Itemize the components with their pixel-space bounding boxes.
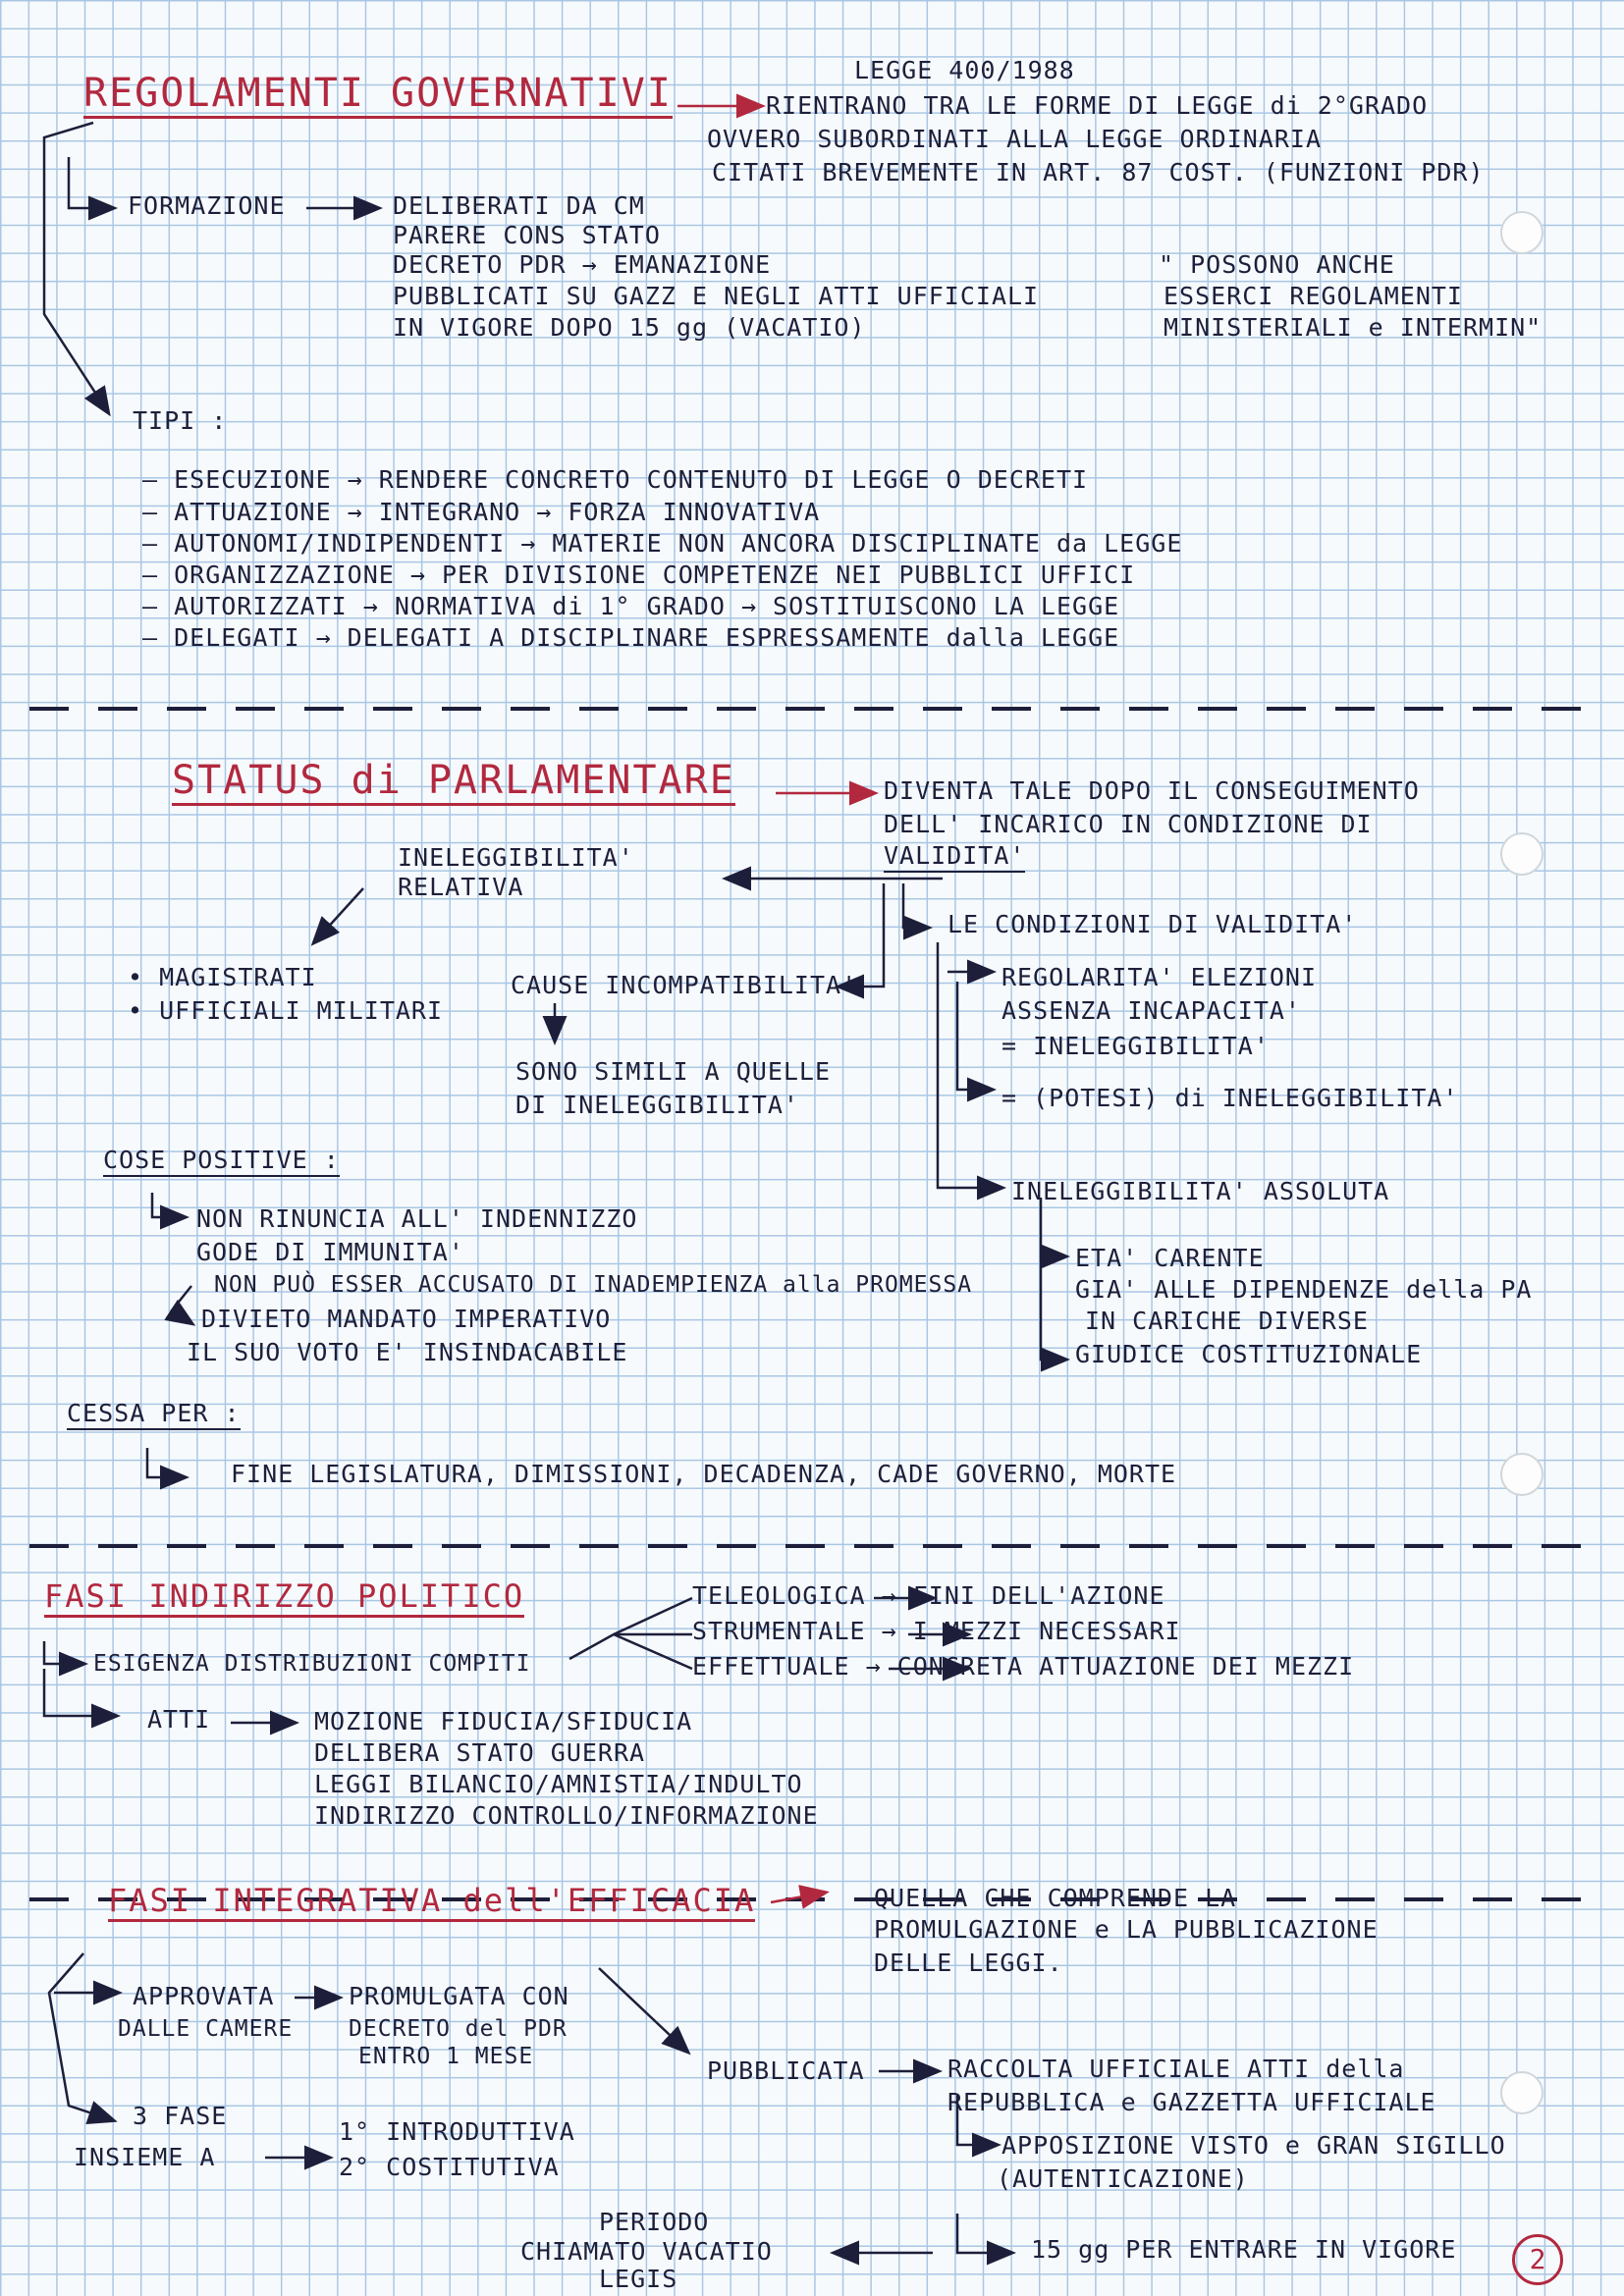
fase-item: 2° COSTITUTIVA	[339, 2153, 560, 2181]
cose-item: DIVIETO MANDATO IMPERATIVO	[201, 1305, 612, 1333]
indirizzo-branch: EFFETTUALE → CONCRETA ATTUAZIONE DEI MEZZI	[692, 1652, 1355, 1681]
diventa-line: DELL' INCARICO IN CONDIZIONE DI	[884, 810, 1373, 838]
atti-item: MOZIONE FIDUCIA/SFIDUCIA	[314, 1707, 693, 1735]
cose-item: NON RINUNCIA ALL' INDENNIZZO	[196, 1204, 638, 1233]
tipi-item: — ORGANIZZAZIONE → PER DIVISIONE COMPETENZE NEI PUBBLICI UFFICI	[142, 561, 1136, 589]
section-title-status: STATUS di PARLAMENTARE	[172, 758, 735, 806]
assoluta-item: GIUDICE COSTITUZIONALE	[1075, 1340, 1423, 1368]
ineleggibilita-assoluta: INELEGGIBILITA' ASSOLUTA	[1011, 1177, 1390, 1205]
condizione-item: = (POTESI) di INELEGGIBILITA'	[1001, 1084, 1459, 1112]
cose-positive-label: COSE POSITIVE :	[103, 1147, 340, 1177]
condizione-item: REGOLARITA' ELEZIONI	[1001, 963, 1318, 991]
tipi-item: — DELEGATI → DELEGATI A DISCIPLINARE ESPRESSAMENTE dalla LEGGE	[142, 623, 1120, 652]
tipi-label: TIPI :	[133, 406, 228, 435]
formazione-label: FORMAZIONE	[128, 191, 286, 220]
legge-ref: LEGGE 400/1988	[854, 56, 1075, 84]
relativa-item: • UFFICIALI MILITARI	[128, 996, 444, 1025]
regolamenti-desc-2: OVVERO SUBORDINATI ALLA LEGGE ORDINARIA	[707, 125, 1322, 153]
cause-incompatibilita: CAUSE INCOMPATIBILITA'	[511, 971, 858, 999]
relativa-item: • MAGISTRATI	[128, 963, 317, 991]
condizioni-title: LE CONDIZIONI DI VALIDITA'	[947, 910, 1358, 938]
section-title-regolamenti: REGOLAMENTI GOVERNATIVI	[83, 71, 673, 119]
tre-fasi: INSIEME A	[74, 2143, 216, 2171]
tipi-item: — AUTORIZZATI → NORMATIVA di 1° GRADO → SOSTITUISCONO LA LEGGE	[142, 592, 1120, 620]
cessa-items: FINE LEGISLATURA, DIMISSIONI, DECADENZA, CADE GOVERNO, MORTE	[231, 1460, 1177, 1488]
indirizzo-branch: TELEOLOGICA → FINI DELL'AZIONE	[692, 1581, 1165, 1610]
regolamenti-desc-1: RIENTRANO TRA LE FORME DI LEGGE di 2°GRADO	[766, 91, 1429, 120]
formazione-item: DECRETO PDR → EMANAZIONE	[393, 250, 772, 279]
quote-line: MINISTERIALI e INTERMIN"	[1164, 313, 1543, 342]
raccolta: RACCOLTA UFFICIALE ATTI della	[947, 2055, 1405, 2083]
assoluta-item: ETA' CARENTE	[1075, 1244, 1265, 1272]
page-number: 2	[1512, 2234, 1563, 2285]
sono-simili: SONO SIMILI A QUELLE	[515, 1057, 832, 1086]
indirizzo-branch: STRUMENTALE → I MEZZI NECESSARI	[692, 1617, 1181, 1645]
periodo-vacatio: CHIAMATO VACATIO	[520, 2237, 773, 2266]
promulgata: PROMULGATA CON	[349, 1982, 569, 2010]
formazione-item: PARERE CONS STATO	[393, 221, 661, 249]
cose-item: NON PUÒ ESSER ACCUSATO DI INADEMPIENZA alla PROMESSA	[214, 1272, 973, 1298]
apposizione: (AUTENTICAZIONE)	[997, 2164, 1249, 2193]
periodo-vacatio: PERIODO	[599, 2208, 710, 2236]
tipi-item: — ESECUZIONE → RENDERE CONCRETO CONTENUTO DI LEGGE O DECRETI	[142, 465, 1089, 494]
ineleggibilita-relativa: RELATIVA	[398, 873, 524, 901]
periodo-vacatio: LEGIS	[599, 2265, 678, 2293]
cessa-per-label: CESSA PER :	[67, 1400, 241, 1430]
quella-line: DELLE LEGGI.	[874, 1949, 1063, 1977]
quella-line: PROMULGAZIONE e LA PUBBLICAZIONE	[874, 1915, 1379, 1944]
sono-simili: DI INELEGGIBILITA'	[515, 1091, 799, 1119]
tipi-item: — AUTONOMI/INDIPENDENTI → MATERIE NON ANCORA DISCIPLINATE da LEGGE	[142, 529, 1183, 558]
atti-item: DELIBERA STATO GUERRA	[314, 1738, 646, 1767]
pubblicata: PUBBLICATA	[707, 2056, 865, 2085]
formazione-item: PUBBLICATI SU GAZZ E NEGLI ATTI UFFICIALI	[393, 282, 1040, 310]
promulgata: DECRETO del PDR	[349, 2016, 568, 2042]
esigenza-text: ESIGENZA DISTRIBUZIONI COMPITI	[93, 1651, 531, 1677]
section-title-indirizzo: FASI INDIRIZZO POLITICO	[44, 1578, 524, 1618]
formazione-item: IN VIGORE DOPO 15 gg (VACATIO)	[393, 313, 866, 342]
quote-line: " POSSONO ANCHE	[1159, 250, 1395, 279]
assoluta-item: IN CARICHE DIVERSE	[1085, 1307, 1369, 1335]
tipi-item: — ATTUAZIONE → INTEGRANO → FORZA INNOVATIVA	[142, 498, 821, 526]
condizione-item: = INELEGGIBILITA'	[1001, 1032, 1270, 1060]
ineleggibilita-relativa: INELEGGIBILITA'	[398, 843, 634, 872]
atti-item: INDIRIZZO CONTROLLO/INFORMAZIONE	[314, 1801, 819, 1830]
approvata: DALLE CAMERE	[118, 2016, 294, 2042]
cose-item: IL SUO VOTO E' INSINDACABILE	[187, 1338, 628, 1366]
regolamenti-desc-3: CITATI BREVEMENTE IN ART. 87 COST. (FUNZIONI PDR)	[712, 158, 1485, 187]
atti-label: ATTI	[147, 1705, 211, 1734]
raccolta: REPUBBLICA e GAZZETTA UFFICIALE	[947, 2088, 1436, 2116]
promulgata: ENTRO 1 MESE	[358, 2044, 534, 2069]
diventa-line: VALIDITA'	[884, 842, 1025, 873]
quote-line: ESSERCI REGOLAMENTI	[1164, 282, 1463, 310]
diventa-line: DIVENTA TALE DOPO IL CONSEGUIMENTO	[884, 776, 1420, 805]
approvata: APPROVATA	[133, 1982, 275, 2010]
cose-item: GODE DI IMMUNITA'	[196, 1238, 464, 1266]
fase-item: 1° INTRODUTTIVA	[339, 2117, 575, 2146]
quindici-giorni: 15 gg PER ENTRARE IN VIGORE	[1031, 2235, 1457, 2264]
section-title-integrativa: FASI INTEGRATIVA dell'EFFICACIA	[108, 1883, 755, 1922]
apposizione: APPOSIZIONE VISTO e GRAN SIGILLO	[1001, 2131, 1506, 2160]
assoluta-item: GIA' ALLE DIPENDENZE della PA	[1075, 1275, 1533, 1304]
quella-line: QUELLA CHE COMPRENDE LA	[874, 1884, 1237, 1912]
atti-item: LEGGI BILANCIO/AMNISTIA/INDULTO	[314, 1770, 803, 1798]
tre-fasi: 3 FASE	[133, 2102, 228, 2130]
condizione-item: ASSENZA INCAPACITA'	[1001, 996, 1301, 1025]
formazione-item: DELIBERATI DA CM	[393, 191, 645, 220]
